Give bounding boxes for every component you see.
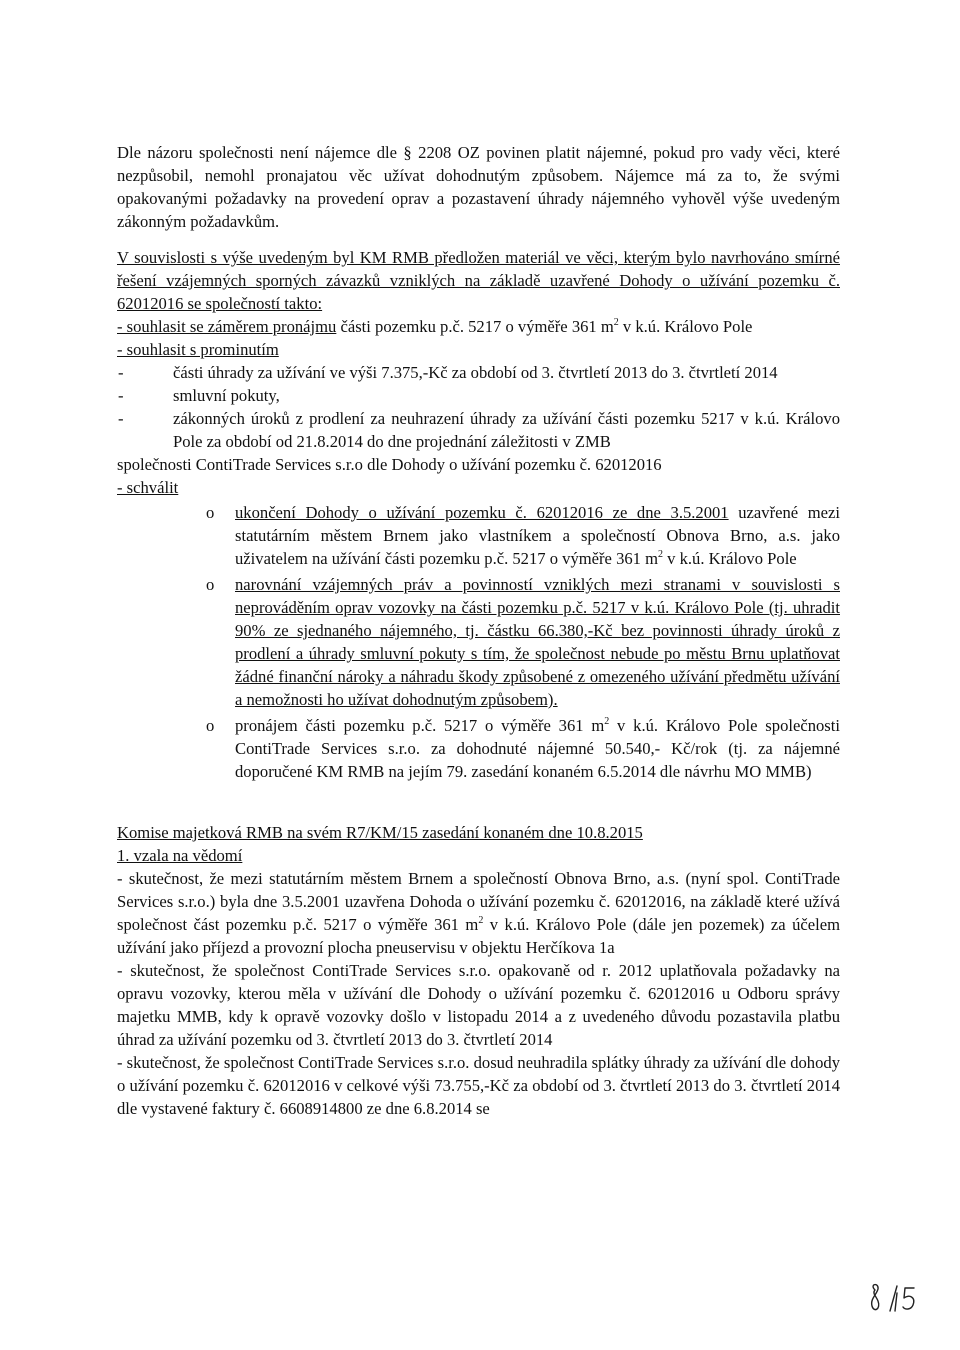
fact-2: - skutečnost, že společnost ContiTrade Services s.r.o. opakovaně od r. 2012 uplatňovala požadavky na opravu vozovky, kterou měla v užívání dle Dohody o užívání pozemku č. 62012016 u Odboru správy majetku MMB, kdy k opravě vozovky došlo v listopadu 2014 a z uvedeného důvodu pozastavila platbu úhrad za užívání pozemku od 3. čtvrtletí 2013 do 3. čtvrtletí 2014	[117, 961, 840, 1049]
dash-marker: -	[118, 363, 124, 382]
komise-heading: Komise majetková RMB na svém R7/KM/15 zasedání konaném dne 10.8.2015	[117, 823, 643, 842]
handwritten-page-number	[866, 1281, 926, 1321]
schvalit-heading: - schválit	[117, 478, 179, 497]
bullet-item: o narovnání vzájemných práv a povinností vzniklých mezi stranami v souvislosti s neprováděním oprav vozovky na části pozemku p.č. 5217 v k.ú. Královo Pole (tj. uhradit 90% ze sjednaného nájemného, tj. částku 66.380,-Kč bez povinnosti úhrady úroků z prodlení a úhrady smluvní pokuty s tím, že společnost nebude po městu Brnu uplatňovat žádné finanční nároky a náhradu škody způsobené z omezeného užívání předmětu užívání a nemožnosti ho užívat dohodnutým způsobem).	[117, 573, 840, 711]
dash-marker: -	[118, 409, 124, 428]
souhlasit-zamer-underlined: - souhlasit se záměrem pronájmu	[117, 317, 337, 336]
vzala-na-vedomi-heading: 1. vzala na vědomí	[117, 846, 243, 865]
dash-item: - zákonných úroků z prodlení za neuhrazení úhrady za užívání části pozemku 5217 v k.ú. Královo Pole za období od 21.8.2014 do dne projednání záležitosti v ZMB	[118, 409, 840, 451]
paragraph-legal-opinion: Dle názoru společnosti není nájemce dle § 2208 OZ povinen platit nájemné, pokud pro vady věci, které nezpůsobil, nemohl pronajatou věc užívat dohodnutým způsobem. Nájemce má za to, že svými opakovanými požadavky na provedení oprav a pozastavení úhrady nájemného vyhověl výše uvedeným zákonným požadavkům.	[117, 143, 840, 231]
dash-item: - části úhrady za užívání ve výši 7.375,-Kč za období od 3. čtvrtletí 2013 do 3. čtvrtletí 2014	[118, 363, 778, 382]
bullet-item: o ukončení Dohody o užívání pozemku č. 62012016 ze dne 3.5.2001 uzavřené mezi statutárním městem Brnem jako vlastníkem a společností Obnova Brno, a.s. jako uživatelem na užívání části pozemku p.č. 5217 o výměře 361 $m^2$ v k.ú. Královo Pole	[117, 501, 840, 570]
bullet-marker: o	[206, 575, 215, 594]
fact-3: - skutečnost, že společnost ContiTrade Services s.r.o. dosud neuhradila splátky úhrady za užívání dle dohody o užívání pozemku č. 62012016 v celkové výši 73.755,-Kč za období od 3. čtvrtletí 2013 do 3. čtvrtletí 2014 dle vystavené faktury č. 6608914800 ze dne 6.8.2014 se	[117, 1053, 840, 1118]
dash-marker: -	[118, 386, 124, 405]
bullet-marker: o	[206, 503, 215, 522]
souhlasit-zamer: - souhlasit se záměrem pronájmu části pozemku p.č. 5217 o výměře 361 $m^2$ v k.ú. Královo Pole	[117, 317, 753, 336]
company-line: společnosti ContiTrade Services s.r.o dle Dohody o užívání pozemku č. 62012016	[117, 455, 662, 474]
bullet-marker: o	[206, 716, 215, 735]
document-body	[117, 141, 840, 1120]
fact-1: - skutečnost, že mezi statutárním městem Brnem a společností Obnova Brno, a.s. (nyní spol. ContiTrade Services s.r.o.) byla dne 3.5.2001 uzavřena Dohoda o užívání pozemku č. 62012016, na základě které užívá společnost část pozemku p.č. 5217 o výměře 361 $m^2$ v k.ú. Královo Pole (dále jen pozemek) za účelem užívání jako příjezd a provozní plocha pneuservisu v objektu Herčíkova 1a	[117, 869, 840, 957]
bullet-item: o pronájem části pozemku p.č. 5217 o výměře 361 $m^2$ v k.ú. Královo Pole společnosti ContiTrade Services s.r.o. za dohodnuté nájemné 50.540,- Kč/rok (tj. za nájemné doporučené KM RMB na jejím 79. zasedání konaném 6.5.2014 dle návrhu MO MMB)	[117, 714, 840, 783]
paragraph-material-proposal: V souvislosti s výše uvedeným byl KM RMB předložen materiál ve věci, kterým bylo navrhováno smírné řešení vzájemných sporných závazků vzniklých na základě uzavřené Dohody o užívání pozemku č. 62012016 se společností takto:	[117, 248, 840, 313]
souhlasit-prominuti-heading: - souhlasit s prominutím	[117, 340, 279, 359]
dash-item: - smluvní pokuty,	[118, 386, 280, 405]
